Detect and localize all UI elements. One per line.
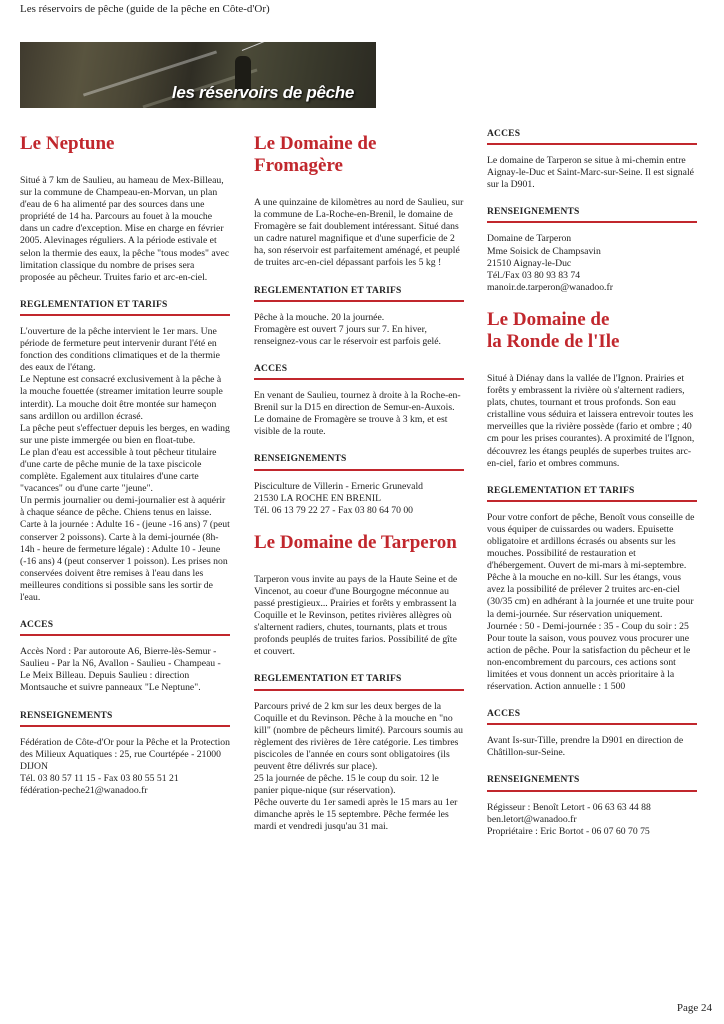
neptune-title: Le Neptune bbox=[20, 133, 115, 154]
ronde-reg-heading: REGLEMENTATION ET TARIFS bbox=[487, 485, 697, 502]
neptune-reg-text: L'ouverture de la pêche intervient le 1er mars. Une période de fermeture peut intervenir durant l'été en fonction des conditions climatiques et de la thermie des eaux de l'étang. Le Neptune est consacré exclusivement à la pêche à la mouche fouettée (streamer imitation leurre souple interdit). La mouche doit être montée sur hameçon sans ardillon ou ardillon écrasé. La pêche peut s'effectuer depuis les berges, en wading sur une piste immergée ou bien en float-tube. Le plan d'eau est accessible à tout pêcheur titulaire d'une carte de pêche munie de la taxe piscicole complète. Egalement aux titulaires d'une carte "vacances" ou d'une carte "jeune". Un permis journalier ou demi-journalier est à aquérir à chaque séance de pêche. Chiens tenus en laisse. Carte à la journée : Adulte 16 - (jeune -16 ans) 7 (peut conserver 2 poissons). Carte à la demi-journée (8h-14h - heure de fermeture légale) : Adulte 10 - Jeune (-16 ans) 4 (peut conserver 1 poisson). Les prises non conservées doivent être remises à l'eau dans les meilleures conditions si possible sans les sortir de l'eau. bbox=[20, 325, 230, 603]
tarperon-acces-text: Le domaine de Tarperon se situe à mi-chemin entre Aignay-le-Duc et Saint-Marc-sur-Seine. Il est signalé sur la D901. bbox=[487, 155, 694, 191]
fromagere-rens-text: Pisciculture de Villerin - Erneric Grunevald 21530 LA ROCHE EN BRENIL Tél. 06 13 79 22 27 - Fax 03 80 64 70 00 bbox=[254, 480, 423, 516]
column-neptune bbox=[20, 128, 230, 812]
fromagere-acces-heading: ACCES bbox=[254, 363, 464, 380]
fishing-rod bbox=[242, 42, 326, 51]
fromagere-rens-heading: RENSEIGNEMENTS bbox=[254, 453, 464, 470]
neptune-acces-heading: ACCES bbox=[20, 619, 230, 636]
fromagere-acces-text: En venant de Saulieu, tournez à droite à la Roche-en-Brenil sur la D15 en direction de Semur-en-Auxois. Le domaine de Fromagère se trouve à 3 km, et est visible de la route. bbox=[254, 390, 461, 438]
document-header: Les réservoirs de pêche (guide de la pêche en Côte-d'Or) bbox=[20, 3, 270, 15]
neptune-rens-heading: RENSEIGNEMENTS bbox=[20, 710, 230, 727]
fromagere-reg-heading: REGLEMENTATION ET TARIFS bbox=[254, 285, 464, 302]
tarperon-rens-heading: RENSEIGNEMENTS bbox=[487, 206, 697, 223]
tarperon-rens-text: Domaine de Tarperon Mme Soisick de Champsavin 21510 Aignay-le-Duc Tél./Fax 03 80 93 83 74 manoir.de.tarperon@wanadoo.fr bbox=[487, 233, 613, 293]
fromagere-title-line2: Fromagère bbox=[254, 155, 343, 176]
column-fromagere-tarperon bbox=[254, 128, 464, 849]
fromagere-intro: A une quinzaine de kilomètres au nord de Saulieu, sur la commune de La-Roche-en-Brenil, le domaine de Fromagère se fait doublement intéressant. Situé dans un cadre naturel magnifique et d'une superficie de 2 ha, son réservoir est parfaitement aménagé, et peuplé de truites arc-en-ciel dépassant parfois les 5 kg ! bbox=[254, 197, 464, 269]
ronde-acces-text: Avant Is-sur-Tille, prendre la D901 en direction de Châtillon-sur-Seine. bbox=[487, 735, 684, 759]
fromagere-title-line1: Le Domaine de bbox=[254, 133, 377, 154]
ronde-title bbox=[487, 309, 697, 353]
banner-image bbox=[20, 42, 376, 108]
fromagere-title bbox=[254, 133, 464, 177]
tarperon-title: Le Domaine de Tarperon bbox=[254, 531, 457, 553]
neptune-intro: Situé à 7 km de Saulieu, au hameau de Mex-Billeau, sur la commune de Champeau-en-Morvan, un plan d'eau de 6 ha alimenté par des sources dans une propriété de 14 ha. Parcours au fouet à la mouche dans un cadre d'exception. Mise en charge en février 2005. Alevinages réguliers. A la période estivale et selon la thermie des eaux, la pêche "tous modes" avec limitation classique du nombre de prises sera proposée au pêcheur. Truites fario et arc-en-ciel. bbox=[20, 175, 230, 283]
ronde-intro: Situé à Diénay dans la vallée de l'Ignon. Prairies et forêts y embrassent la rivière où s'alternent radiers, plats, chutes, tournant et trous profonds. Son eau cristalline vous séduira et laissera entrevoir toutes les merveilles que la rivière possède (fario et ombre ; 40 cm pour les prises courantes). A proximité de l'Ignon, découvrez les étangs peuplés de superbes truites arc-en-ciel, fario et ombres communs. bbox=[487, 372, 695, 469]
tarperon-intro: Tarperon vous invite au pays de la Haute Seine et de Vincenot, au coeur d'une Bourgogne méconnue au passé prestigieux... Prairies et forêts y embrassent la Coquille et le Revinson, petites rivières allègres où s'alternent radiers, chutes, tournants, plats et trous profonds peuplés de truites farios. Possibilité de gîte et couvert. bbox=[254, 573, 458, 658]
ronde-reg-text: Pour votre confort de pêche, Benoît vous conseille de vous équiper de cuissardes ou waders. Epuisette obligatoire et ardillons écrasés ou absents sur les mouches. Possibilité de restauration et d'hébergement. Ouvert de mi-mars à mi-septembre. Pêche à la mouche en no-kill. Sur les étangs, vous avez la possibilité de prélever 2 truites arc-en-ciel (30/35 cm) en adhérant à la journée et une truite pour la demi-journée. Sur réservation uniquement. Journée : 50 - Demi-journée : 35 - Coup du soir : 25 Pour toute la saison, vous pouvez vous procurer une action de pêche. Pour la satisfaction du pêcheur et le non-encombrement du parcours, ces actions sont limitées et vous donnent un accès prioritaire à la réservation. Action annuelle : 1 500 bbox=[487, 511, 695, 693]
ronde-acces-heading: ACCES bbox=[487, 708, 697, 725]
tarperon-acces-heading: ACCES bbox=[487, 128, 697, 145]
page-number: Page 24 bbox=[676, 1002, 712, 1014]
neptune-acces-text: Accès Nord : Par autoroute A6, Bierre-lès-Semur - Saulieu - Par la N6, Avallon - Saulieu - Champeau - Le Meix Billeau. Depuis Saulieu : direction Montsauche et suivre panneaux "Le Neptune". bbox=[20, 646, 221, 694]
tarperon-reg-heading: REGLEMENTATION ET TARIFS bbox=[254, 673, 464, 690]
ronde-rens-heading: RENSEIGNEMENTS bbox=[487, 774, 697, 791]
tarperon-reg-text: Parcours privé de 2 km sur les deux berges de la Coquille et du Revinson. Pêche à la mouche en "no kill" (nombre de pêcheurs limité). Parcours soumis au règlement des rivières de 1ère catégorie. Les timbres piscicoles de l'année en cours sont obligatoires (ils peuvent être délivrés sur place). 25 la journée de pêche. 15 le coup du soir. 12 le panier pique-nique (sur réservation). Pêche ouverte du 1er samedi après le 15 mars au 1er dimanche après le 15 septembre. Pêche fermée les mardi et vendredi jusqu'au 31 mai. bbox=[254, 700, 463, 833]
fromagere-reg-text: Pêche à la mouche. 20 la journée. Fromagère est ouvert 7 jours sur 7. En hiver, renseignez-vous car le réservoir est parfois gelé. bbox=[254, 311, 441, 347]
neptune-reg-heading: REGLEMENTATION ET TARIFS bbox=[20, 299, 230, 316]
banner-title: les réservoirs de pêche bbox=[171, 83, 354, 102]
ronde-title-line1: Le Domaine de bbox=[487, 308, 610, 330]
column-tarperon-ronde bbox=[487, 128, 697, 853]
ronde-rens-text: Régisseur : Benoît Letort - 06 63 63 44 88 ben.letort@wanadoo.fr Propriétaire : Eric Bortot - 06 07 60 70 75 bbox=[487, 801, 651, 837]
neptune-rens-text: Fédération de Côte-d'Or pour la Pêche et la Protection des Milieux Aquatiques : 25, rue Courtépée - 21000 DIJON Tél. 03 80 57 11 15 - Fax 03 80 55 51 21 fédération-peche21@wanadoo.fr bbox=[20, 736, 230, 797]
ronde-title-line2: la Ronde de l'Ile bbox=[487, 330, 620, 352]
